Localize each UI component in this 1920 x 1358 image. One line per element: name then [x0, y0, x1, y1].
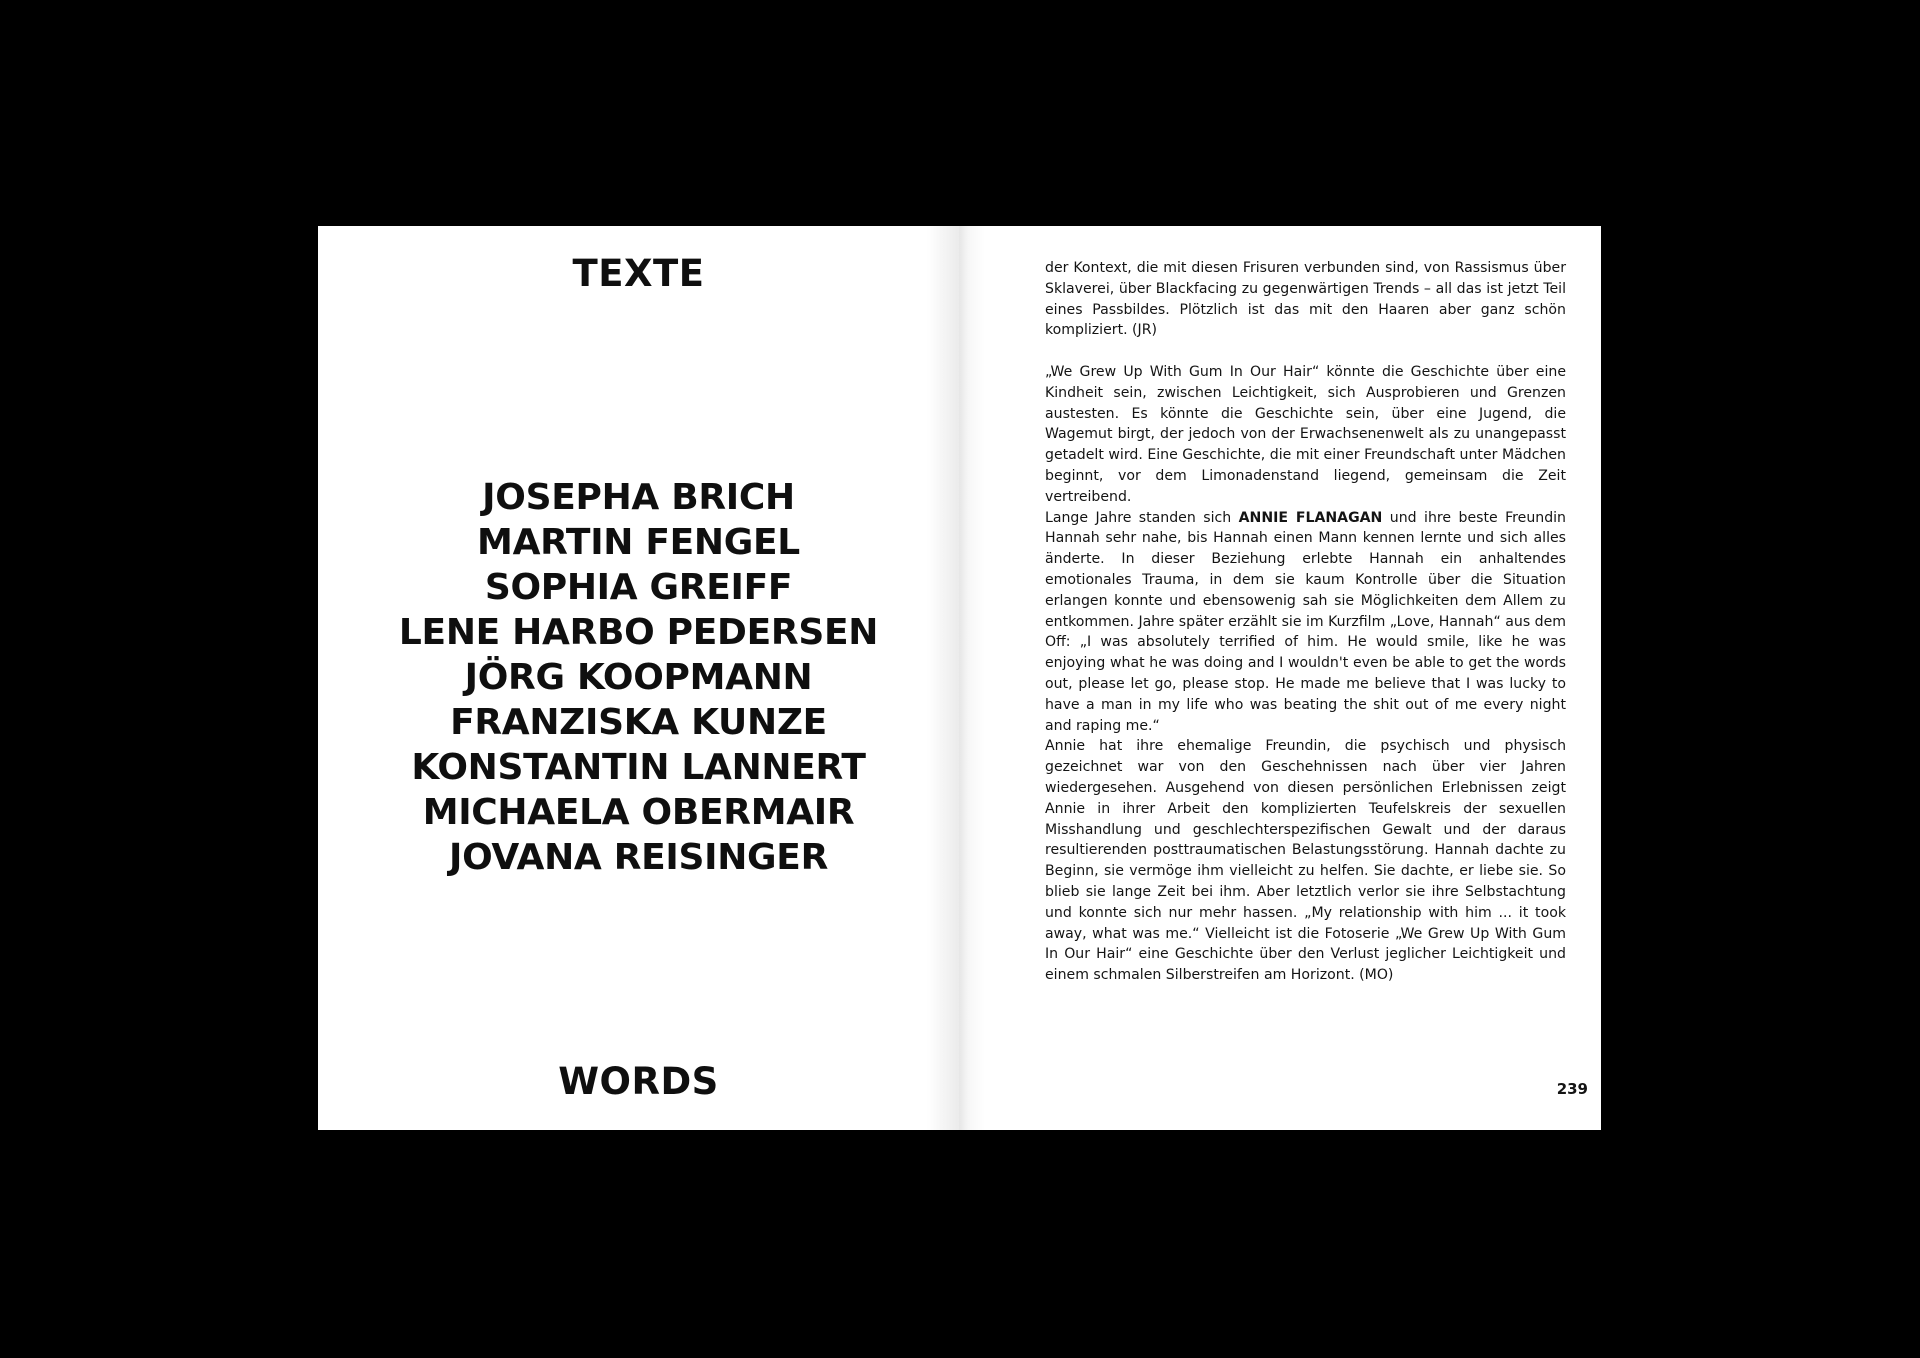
book-spread — [318, 226, 1601, 1130]
paragraph-context: der Kontext, die mit diesen Frisuren verbunden sind, von Rassismus über Sklaverei, über Blackfacing zu gegenwärtigen Trends – all das ist jetzt Teil eines Passbildes. Plötzlich ist das mit den Haaren aber ganz schön kompliziert. (JR) — [1045, 260, 1566, 339]
author-name: JOVANA REISINGER — [448, 837, 829, 878]
paragraph-gum-in-hair: „We Grew Up With Gum In Our Hair“ könnte die Geschichte über eine Kindheit sein, zwischen Leichtigkeit, sich Ausprobieren und Grenzen austesten. Es könnte die Geschichte sein, über eine Jugend, die Wagemut birgt, der jedoch von der Erwachsenenwelt als zu unangepasst getadelt wird. Eine Geschichte, die mit einer Freundschaft unter Mädchen beginnt, vor dem Limonadenstand liegend, gemeinsam die Zeit vertreibend. — [1045, 363, 1566, 505]
artist-name-annie-flanagan: ANNIE FLANAGAN — [1238, 509, 1383, 526]
right-page — [959, 226, 1601, 1130]
author-name: MICHAELA OBERMAIR — [422, 792, 855, 833]
paragraph-reunion: Annie hat ihre ehemalige Freundin, die psychisch und physisch gezeichnet war von den Geschehnissen nach über vier Jahren wiedergesehen. Ausgehend von diesen persönlichen Erlebnissen zeigt Annie in ihrer Arbeit den komplizierten Teufelskreis der sexuellen Misshandlung und geschlechterspezifischen Gewalt und der daraus resultierenden posttraumatischen Belastungsstörung. Hannah dachte zu Beginn, sie vermöge ihm vielleicht zu helfen. Sie dachte, er liebe sie. So blieb sie lange Zeit bei ihm. Aber letztlich verlor sie ihre Selbstachtung und konnte sich nur mehr hassen. „My relationship with him ... it took away, what was me.“ Vielleicht ist die Fotoserie „We Grew Up With Gum In Our Hair“ eine Geschichte über den Verlust jeglicher Leichtigkeit und einem schmalen Silberstreifen am Horizont. (MO) — [1045, 738, 1566, 984]
author-name: FRANZISKA KUNZE — [450, 702, 827, 743]
heading-words: WORDS — [558, 1060, 719, 1103]
author-name: LENE HARBO PEDERSEN — [398, 612, 879, 653]
author-name: MARTIN FENGEL — [477, 522, 800, 563]
author-list — [318, 475, 959, 880]
paragraph-3-lead: Lange Jahre standen sich — [1045, 509, 1239, 526]
page-number: 239 — [1556, 1080, 1588, 1098]
heading-texte: TEXTE — [572, 252, 705, 295]
author-name: JÖRG KOOPMANN — [464, 657, 813, 698]
body-text — [1045, 258, 1566, 986]
paragraph-3-rest: und ihre beste Freundin Hannah sehr nahe, bis Hannah einen Mann kennen lernte und sich alles änderte. In dieser Beziehung erlebte Hannah ein anhaltendes emotionales Trauma, in dem sie kaum Kontrolle über die Situation erlangen konnte und ebensowenig sah sie Möglichkeiten dem Allem zu entkommen. Jahre später erzählt sie im Kurzfilm „Love, Hannah“ aus dem Off: „I was absolutely terrified of him. He would smile, like he was enjoying what he was doing and I wouldn't even be able to get the words out, please let go, please stop. He made me believe that I was lucky to have a man in my life who was beating the shit out of me every night and raping me.“ — [1045, 509, 1566, 734]
left-page — [318, 226, 959, 1130]
author-name: KONSTANTIN LANNERT — [411, 747, 866, 788]
paragraph-annie-hannah — [1045, 508, 1566, 737]
author-name: SOPHIA GREIFF — [484, 567, 793, 608]
author-name: JOSEPHA BRICH — [482, 477, 795, 518]
